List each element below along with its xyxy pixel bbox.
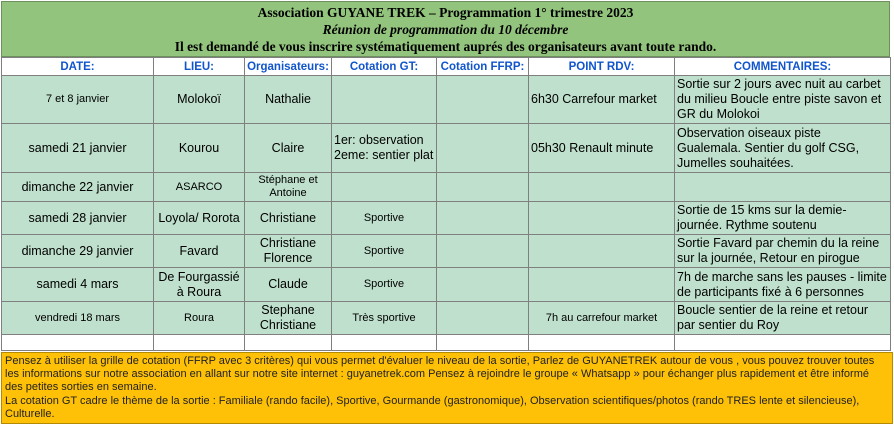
cell-cotation-ffrp[interactable]	[437, 268, 529, 302]
column-header-lieu: LIEU:	[154, 58, 245, 76]
empty-cell[interactable]	[529, 335, 675, 351]
cell-point-rdv[interactable]: 6h30 Carrefour market	[529, 76, 675, 124]
cell-date[interactable]: samedi 4 mars	[2, 268, 154, 302]
cell-cotation-gt[interactable]: 1er: observation 2eme: sentier plat	[332, 124, 437, 173]
empty-row	[2, 335, 891, 351]
empty-cell[interactable]	[2, 335, 154, 351]
column-header-cotation-ffrp: Cotation FFRP:	[437, 58, 529, 76]
table-row	[2, 235, 891, 268]
table-row	[2, 302, 891, 335]
cell-lieu[interactable]: De Fourgassié à Roura	[154, 268, 245, 302]
cell-organisateurs[interactable]: Claire	[245, 124, 332, 173]
cell-cotation-gt[interactable]	[332, 173, 437, 202]
column-header-date: DATE:	[2, 58, 154, 76]
cell-organisateurs[interactable]: Stephane Christiane	[245, 302, 332, 335]
info-footer	[1, 352, 893, 424]
cell-organisateurs[interactable]: Claude	[245, 268, 332, 302]
cell-organisateurs[interactable]: Christiane	[245, 202, 332, 235]
empty-cell[interactable]	[154, 335, 245, 351]
cell-point-rdv[interactable]	[529, 235, 675, 268]
table-row	[2, 124, 891, 173]
page-subtitle: Réunion de programmation du 10 décembre	[322, 22, 569, 37]
schedule-table	[1, 57, 891, 351]
cell-point-rdv[interactable]	[529, 268, 675, 302]
cell-organisateurs[interactable]: Christiane Florence	[245, 235, 332, 268]
cell-point-rdv[interactable]: 05h30 Renault minute	[529, 124, 675, 173]
cell-cotation-gt[interactable]: Sportive	[332, 202, 437, 235]
cell-commentaires[interactable]: Sortie sur 2 jours avec nuit au carbet du milieu Boucle entre piste savon et GR du Molokoi	[675, 76, 891, 124]
cell-lieu[interactable]: Kourou	[154, 124, 245, 173]
cell-date[interactable]: dimanche 22 janvier	[2, 173, 154, 202]
header-banner	[1, 1, 890, 57]
cell-commentaires[interactable]: 7h de marche sans les pauses - limite de participants fixé à 6 personnes	[675, 268, 891, 302]
cell-cotation-ffrp[interactable]	[437, 124, 529, 173]
cell-cotation-ffrp[interactable]	[437, 202, 529, 235]
cell-lieu[interactable]: Roura	[154, 302, 245, 335]
cell-cotation-ffrp[interactable]	[437, 302, 529, 335]
cell-date[interactable]: vendredi 18 mars	[2, 302, 154, 335]
cell-commentaires[interactable]: Observation oiseaux piste Gualemala. Sentier du golf CSG, Jumelles souhaitées.	[675, 124, 891, 173]
empty-cell[interactable]	[332, 335, 437, 351]
empty-cell[interactable]	[675, 335, 891, 351]
cell-lieu[interactable]: ASARCO	[154, 173, 245, 202]
column-header-commentaires: COMMENTAIRES:	[675, 58, 891, 76]
cell-point-rdv[interactable]	[529, 173, 675, 202]
cell-organisateurs[interactable]: Nathalie	[245, 76, 332, 124]
table-row	[2, 202, 891, 235]
cell-date[interactable]: samedi 28 janvier	[2, 202, 154, 235]
spreadsheet	[1, 1, 892, 424]
cell-lieu[interactable]: Favard	[154, 235, 245, 268]
cell-date[interactable]: 7 et 8 janvier	[2, 76, 154, 124]
cell-date[interactable]: samedi 21 janvier	[2, 124, 154, 173]
column-header-row	[2, 58, 891, 76]
cell-commentaires[interactable]: Sortie Favard par chemin du la reine sur la journée, Retour en pirogue	[675, 235, 891, 268]
cell-commentaires[interactable]: Sortie de 15 kms sur la demie-journée. Rythme soutenu	[675, 202, 891, 235]
cell-point-rdv[interactable]	[529, 202, 675, 235]
cell-cotation-gt[interactable]: Très sportive	[332, 302, 437, 335]
empty-cell[interactable]	[245, 335, 332, 351]
cell-cotation-gt[interactable]: Sportive	[332, 268, 437, 302]
table-row	[2, 173, 891, 202]
cell-cotation-ffrp[interactable]	[437, 76, 529, 124]
cell-cotation-ffrp[interactable]	[437, 173, 529, 202]
cell-date[interactable]: dimanche 29 janvier	[2, 235, 154, 268]
cell-lieu[interactable]: Loyola/ Rorota	[154, 202, 245, 235]
registration-notice: Il est demandé de vous inscrire systématiquement auprés des organisateurs avant toute rando.	[174, 39, 717, 54]
footer-paragraph-gt: La cotation GT cadre le thème de la sortie : Familiale (rando facile), Sportive, Gourmande (gastronomique), Observation scientifiques/photos (rando TRES lente et silencieuse), Culturelle.	[5, 394, 860, 420]
table-row	[2, 268, 891, 302]
column-header-cotation-gt: Cotation GT:	[332, 58, 437, 76]
cell-commentaires[interactable]: Boucle sentier de la reine et retour par sentier du Roy	[675, 302, 891, 335]
column-header-point-rdv: POINT RDV:	[529, 58, 675, 76]
cell-lieu[interactable]: Molokoï	[154, 76, 245, 124]
cell-cotation-gt[interactable]	[332, 76, 437, 124]
cell-organisateurs[interactable]: Stéphane et Antoine	[245, 173, 332, 202]
page-title: Association GUYANE TREK – Programmation 1° trimestre 2023	[257, 5, 634, 20]
cell-point-rdv[interactable]: 7h au carrefour market	[529, 302, 675, 335]
footer-paragraph-cotation: Pensez à utiliser la grille de cotation (FFRP avec 3 critères) qui vous permet d'évaluer le niveau de la sortie, Parlez de GUYANETREK autour de vous , vous pouvez trouver toutes les informations sur notre association en allant sur notre site internet : guyanetrek.com Pensez à rejoindre le groupe « Whatsapp » pour échanger plus rapidement et être informé des petites sorties en semaine.	[5, 355, 875, 394]
cell-cotation-ffrp[interactable]	[437, 235, 529, 268]
cell-cotation-gt[interactable]: Sportive	[332, 235, 437, 268]
cell-commentaires[interactable]	[675, 173, 891, 202]
empty-cell[interactable]	[437, 335, 529, 351]
table-row	[2, 76, 891, 124]
column-header-organisateurs: Organisateurs:	[245, 58, 332, 76]
